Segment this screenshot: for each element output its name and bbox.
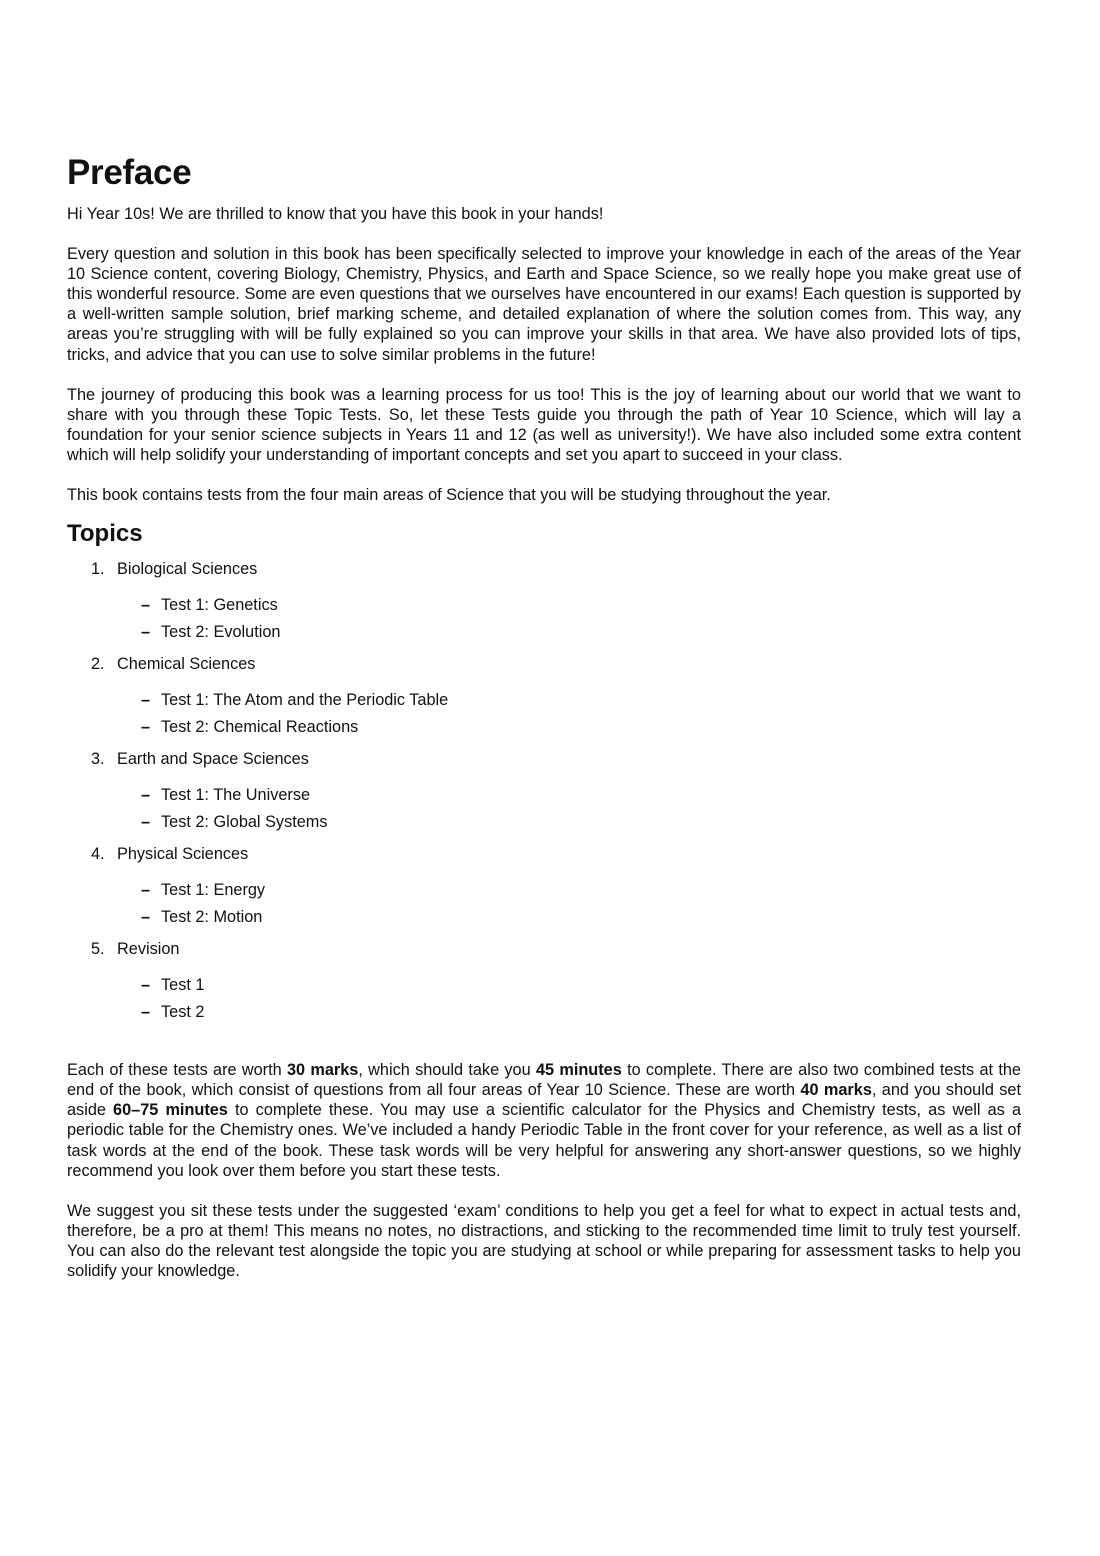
tests-text-3: to complete. There are also two combined tests at the end of the book, which consist of questions from all four areas of Year 10 Science. These are worth [67,1061,1021,1100]
dash-bullet: – [141,786,151,805]
marks-30: 30 marks [286,1061,359,1080]
dash-bullet: – [141,1003,151,1022]
topic-name: Biological Sciences [117,560,258,579]
page-title: Preface [67,153,192,192]
test-item [141,785,1021,805]
tests-info-paragraph [67,1060,1021,1181]
test-name: Test 1: Energy [161,881,266,900]
test-name: Test 2: Global Systems [161,813,328,832]
tests-text-2: , which should take you [358,1061,536,1080]
journey-paragraph: The journey of producing this book was a learning process for us too! This is the joy of learning about our world that we want to share with you through these Topic Tests. So, let these Tests guide you through the path of Year 10 Science, which will lay a foundation for your senior science subjects in Years 11 and 12 (as well as university!). We have also included some extra content which will help solidify your understanding of important concepts and set you apart to succeed in your class. [67,385,1021,464]
test-item [141,880,1021,900]
topic-number: 2. [91,655,105,674]
test-name: Test 1 [161,976,205,995]
test-item [141,690,1021,710]
topic-number: 3. [91,750,105,769]
exam-conditions-paragraph: We suggest you sit these tests under the suggested ‘exam’ conditions to help you get a feel for what to expect in actual tests and, therefore, be a pro at them! This means no notes, no distractions, and sticking to the recommended time limit to truly test yourself. You can also do the relevant test alongside the topic you are studying at school or while preparing for assessment tasks to help you solidify your knowledge. [67,1201,1021,1280]
test-item [141,622,1021,642]
tests-text-4: , and you should set aside [67,1081,1021,1120]
topic-line [67,559,1021,579]
minutes-60-75: 60–75 minutes [113,1101,228,1120]
topic-item [67,939,1021,1022]
test-name: Test 2: Evolution [161,623,281,642]
dash-bullet: – [141,596,151,615]
topic-line [67,749,1021,769]
topic-line [67,939,1021,959]
topic-line [67,844,1021,864]
marks-40: 40 marks [800,1081,872,1100]
test-list [67,595,1021,642]
topic-item [67,749,1021,832]
tests-text-5: to complete these. You may use a scientific calculator for the Physics and Chemistry tests, as well as a periodic table for the Chemistry ones. We’ve included a handy Periodic Table in the front cover for your reference, as well as a list of task words at the end of the book. These task words will be very helpful for answering any short-answer questions, so we highly recommend you look over them before you start these tests. [67,1101,1021,1180]
test-name: Test 1: The Atom and the Periodic Table [161,691,449,710]
topic-item [67,654,1021,737]
topic-item [67,844,1021,927]
dash-bullet: – [141,718,151,737]
dash-bullet: – [141,908,151,927]
test-name: Test 1: The Universe [161,786,311,805]
test-list [67,690,1021,737]
contents-paragraph: This book contains tests from the four main areas of Science that you will be studying throughout the year. [67,486,831,505]
document-page [67,150,1021,1301]
topic-name: Chemical Sciences [117,655,256,674]
dash-bullet: – [141,691,151,710]
test-item [141,595,1021,615]
test-name: Test 2 [161,1003,205,1022]
test-name: Test 2: Chemical Reactions [161,718,359,737]
test-item [141,1002,1021,1022]
minutes-45: 45 minutes [535,1061,622,1080]
dash-bullet: – [141,813,151,832]
test-item [141,812,1021,832]
topics-heading: Topics [67,520,143,548]
topic-name: Physical Sciences [117,845,249,864]
topic-name: Earth and Space Sciences [117,750,309,769]
topic-name: Revision [117,940,180,959]
test-name: Test 2: Motion [161,908,263,927]
topics-list [67,559,1021,1022]
test-list [67,785,1021,832]
topic-number: 5. [91,940,105,959]
dash-bullet: – [141,976,151,995]
topic-item [67,559,1021,642]
dash-bullet: – [141,881,151,900]
test-item [141,717,1021,737]
test-item [141,907,1021,927]
topic-number: 4. [91,845,105,864]
overview-paragraph: Every question and solution in this book has been specifically selected to improve your knowledge in each of the areas of the Year 10 Science content, covering Biology, Chemistry, Physics, and Earth and Space Science, so we really hope you make great use of this wonderful resource. Some are even questions that we ourselves have encountered in our exams! Each question is supported by a well-written sample solution, brief marking scheme, and detailed explanation of where the solution comes from. This way, any areas you’re struggling with will be fully explained so you can improve your skills in that area. We have also provided lots of tips, tricks, and advice that you can use to solve similar problems in the future! [67,245,1021,364]
test-list [67,880,1021,927]
intro-paragraph: Hi Year 10s! We are thrilled to know that you have this book in your hands! [67,205,604,223]
topic-number: 1. [91,560,105,579]
test-list [67,975,1021,1022]
test-item [141,975,1021,995]
dash-bullet: – [141,623,151,642]
topic-line [67,654,1021,674]
test-name: Test 1: Genetics [161,596,278,615]
tests-text-1: Each of these tests are worth [67,1061,287,1080]
